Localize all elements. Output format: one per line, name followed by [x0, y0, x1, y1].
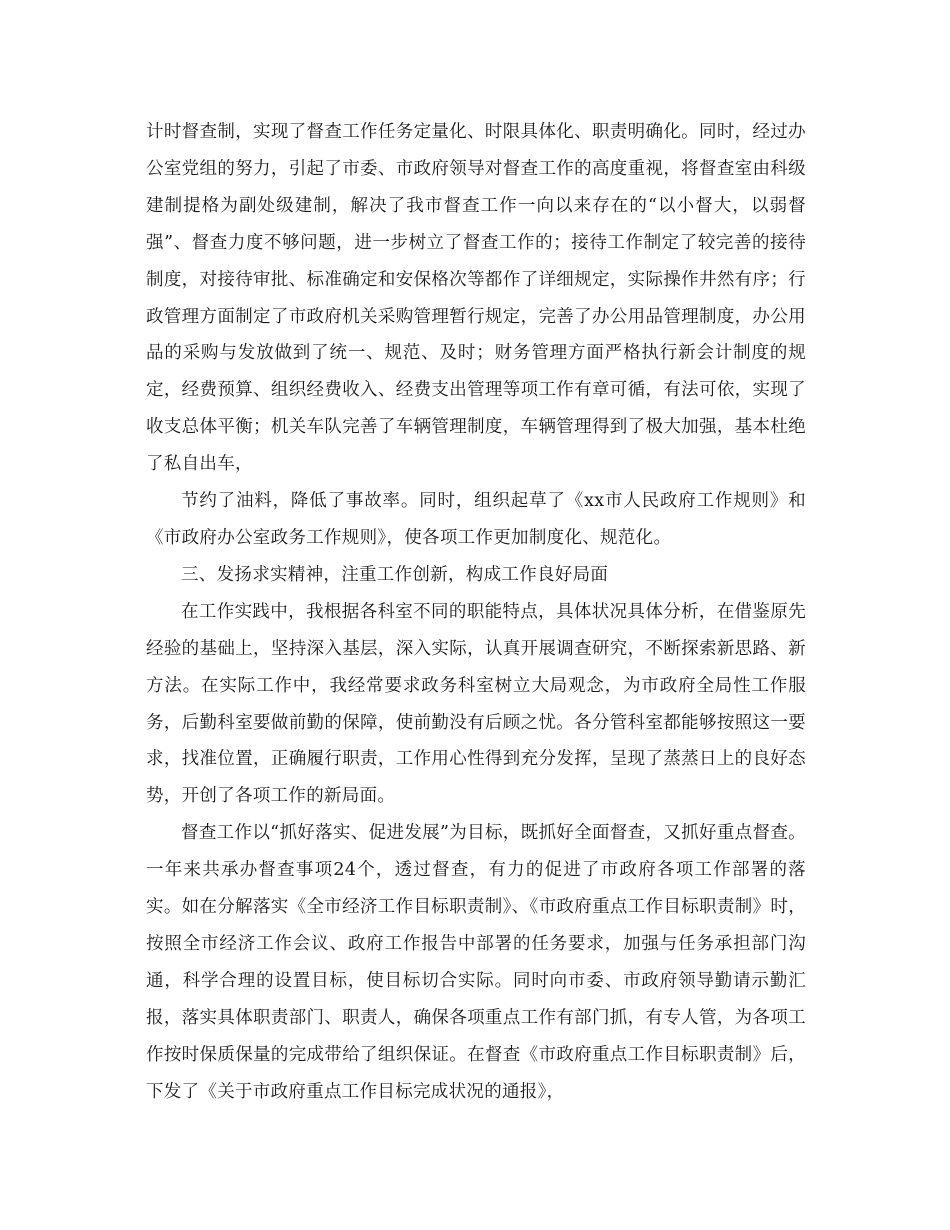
paragraph-2: 节约了油料，降低了事故率。同时，组织起草了《xx市人民政府工作规则》和《市政府办公室政务工作规则》，使各项工作更加制度化、规范化。 [146, 491, 806, 548]
section-heading: 三、发扬求实精神，注重工作创新，构成工作良好局面 [181, 564, 609, 585]
paragraph-4: 督查工作以“抓好落实、促进发展”为目标，既抓好全面督查，又抓好重点督查。一年来共承办督查事项24个，透过督查，有力的促进了市政府各项工作部署的落实。如在分解落实《全市经济工作目标职责制》、《市政府重点工作目标职责制》时，按照全市经济工作会议、政府工作报告中部署的任务要求，加强与任务承担部门沟通，科学合理的设置目标，使目标切合实际。同时向市委、市政府领导勤请示勤汇报，落实具体职责部门、职责人，确保各项重点工作有部门抓，有专人管，为各项工作按时保质保量的完成带给了组织保证。在督查《市政府重点工作目标职责制》后，下发了《关于市政府重点工作目标完成状况的通报》， [146, 823, 806, 1102]
paragraph-3: 在工作实践中，我根据各科室不同的职能特点，具体状况具体分析，在借鉴原先经验的基础上，坚持深入基层，深入实际，认真开展调查研究，不断探索新思路、新方法。在实际工作中，我经常要求政务科室树立大局观念，为市政府全局性工作服务，后勤科室要做前勤的保障，使前勤没有后顾之忧。各分管科室都能够按照这一要求，找准位置，正确履行职责，工作用心性得到充分发挥，呈现了蒸蒸日上的良好态势，开创了各项工作的新局面。 [146, 601, 806, 807]
paragraph-1: 计时督查制，实现了督查工作任务定量化、时限具体化、职责明确化。同时，经过办公室党组的努力，引起了市委、市政府领导对督查工作的高度重视，将督查室由科级建制提格为副处级建制，解决了我市督查工作一向以来存在的“以小督大，以弱督强”、督查力度不够问题，进一步树立了督查工作的；接待工作制定了较完善的接待制度，对接待审批、标准确定和安保格次等都作了详细规定，实际操作井然有序；行政管理方面制定了市政府机关采购管理暂行规定，完善了办公用品管理制度，办公用品的采购与发放做到了统一、规范、及时；财务管理方面严格执行新会计制度的规定，经费预算、组织经费收入、经费支出管理等项工作有章可循，有法可依，实现了收支总体平衡；机关车队完善了车辆管理制度，车辆管理得到了极大加强，基本杜绝了私自出车， [146, 122, 806, 475]
document-body [146, 114, 806, 1110]
